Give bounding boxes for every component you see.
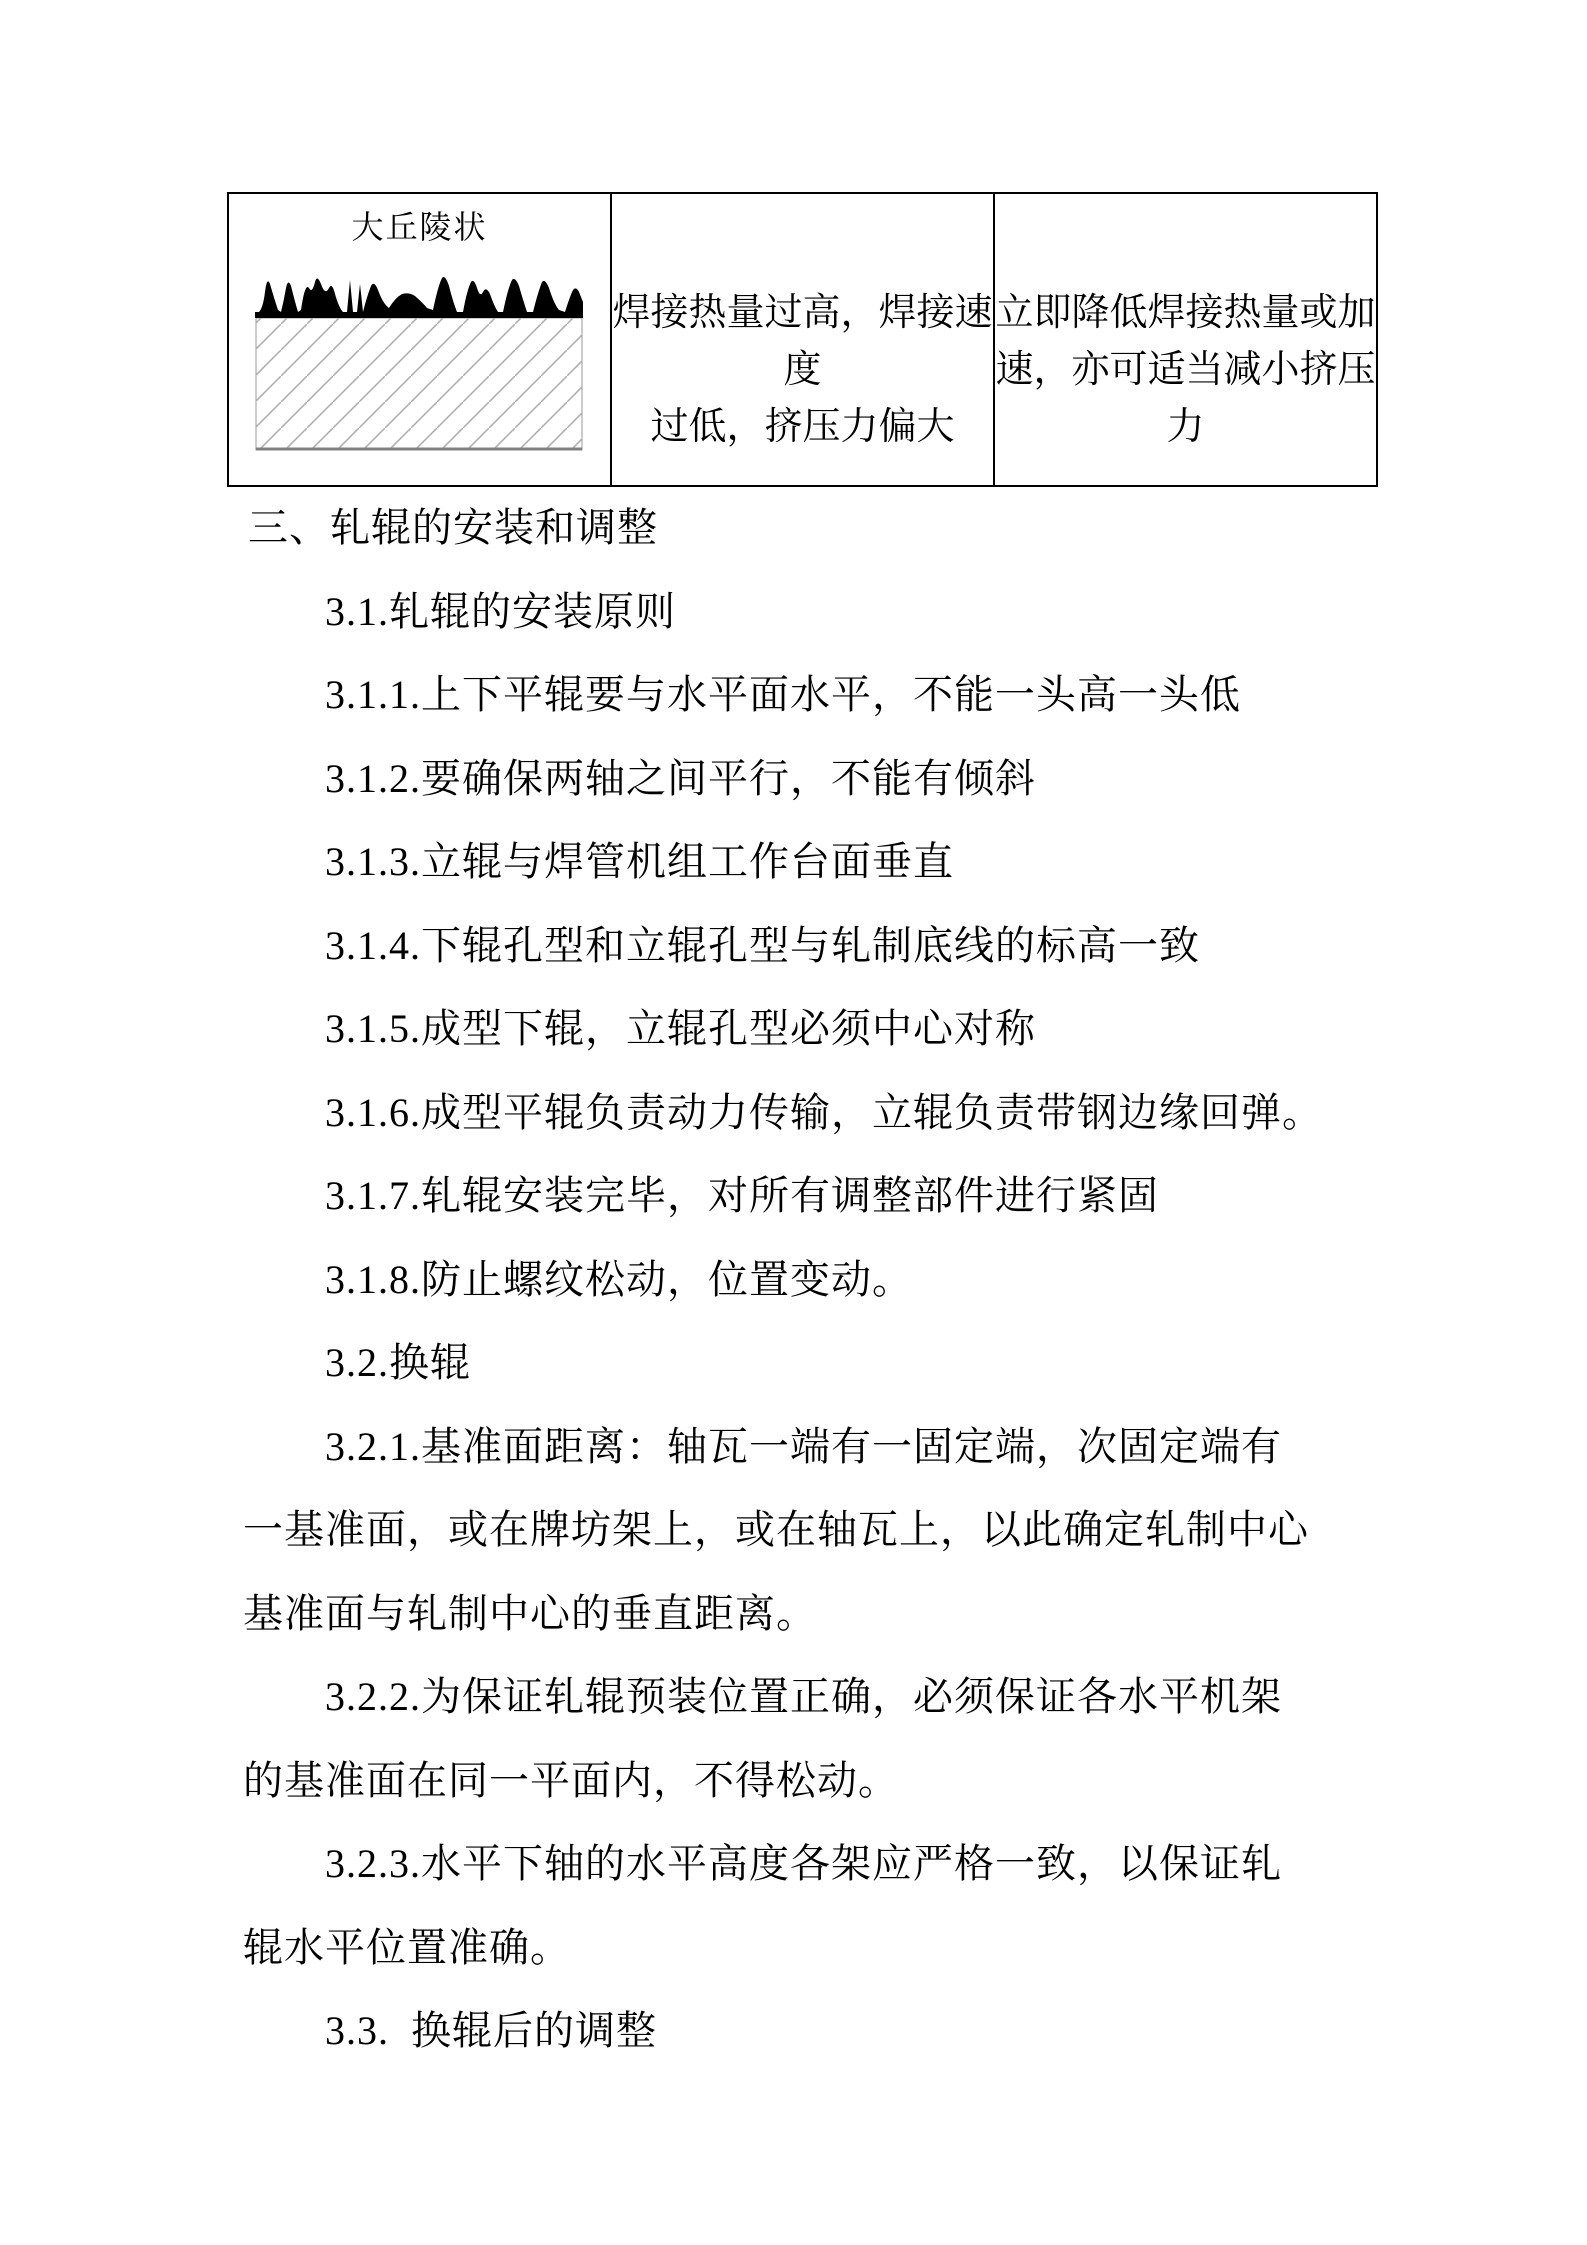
- paragraph-line: 3.2.2.为保证轧辊预装位置正确，必须保证各水平机架: [325, 1674, 1282, 1719]
- paragraph-line: 3.1.4.下辊孔型和立辊孔型与轧制底线的标高一致: [325, 923, 1200, 968]
- paragraph-line: 的基准面在同一平面内，不得松动。: [243, 1758, 899, 1803]
- defect-name-label: 大丘陵状: [351, 209, 488, 245]
- paragraph-line: 3.1.7.轧辊安装完毕，对所有调整部件进行紧固: [325, 1173, 1159, 1218]
- paragraph-line: 3.1.8.防止螺纹松动，位置变动。: [325, 1257, 913, 1302]
- weld-bead-profile-diagram: [255, 272, 583, 452]
- remedy-line-2: 速，亦可适当减小挤压力: [995, 349, 1376, 448]
- cause-cell: [612, 194, 995, 485]
- remedy-line-1: 立即降低焊接热量或加: [995, 292, 1376, 334]
- paragraph-line: 3.1.6.成型平辊负责动力传输，立辊负责带钢边缘回弹。: [325, 1090, 1323, 1135]
- remedy-text: [995, 194, 1376, 485]
- defect-table: [227, 192, 1378, 487]
- paragraph-line: 3.2.换辊: [325, 1340, 471, 1385]
- paragraph-line: 3.1.1.上下平辊要与水平面水平，不能一头高一头低: [325, 672, 1241, 717]
- cause-text: [612, 194, 993, 485]
- paragraph-line: 辊水平位置准确。: [243, 1925, 571, 1970]
- paragraph-line: 3.1.3.立辊与焊管机组工作台面垂直: [325, 839, 954, 884]
- paragraph-line: 3.1.轧辊的安装原则: [325, 589, 676, 634]
- paragraph-line: 3.2.3.水平下轴的水平高度各架应严格一致，以保证轧: [325, 1841, 1282, 1886]
- cause-line-1: 焊接热量过高，焊接速度: [612, 292, 993, 391]
- remedy-cell: [995, 194, 1376, 485]
- paragraph-line: 3.1.5.成型下辊，立辊孔型必须中心对称: [325, 1006, 1036, 1051]
- paragraph-line: 一基准面，或在牌坊架上，或在轴瓦上，以此确定轧制中心: [243, 1507, 1309, 1552]
- defect-cell: [229, 194, 612, 485]
- section-heading: 三、轧辊的安装和调整: [248, 505, 658, 550]
- paragraph-line: 3.1.2.要确保两轴之间平行，不能有倾斜: [325, 756, 1036, 801]
- paragraph-line: 基准面与轧制中心的垂直距离。: [243, 1591, 817, 1636]
- paragraph-line: 3.3. 换辊后的调整: [325, 2008, 657, 2053]
- paragraph-line: 3.2.1.基准面距离：轴瓦一端有一固定端，次固定端有: [325, 1424, 1282, 1469]
- cause-line-2: 过低，挤压力偏大: [650, 406, 955, 448]
